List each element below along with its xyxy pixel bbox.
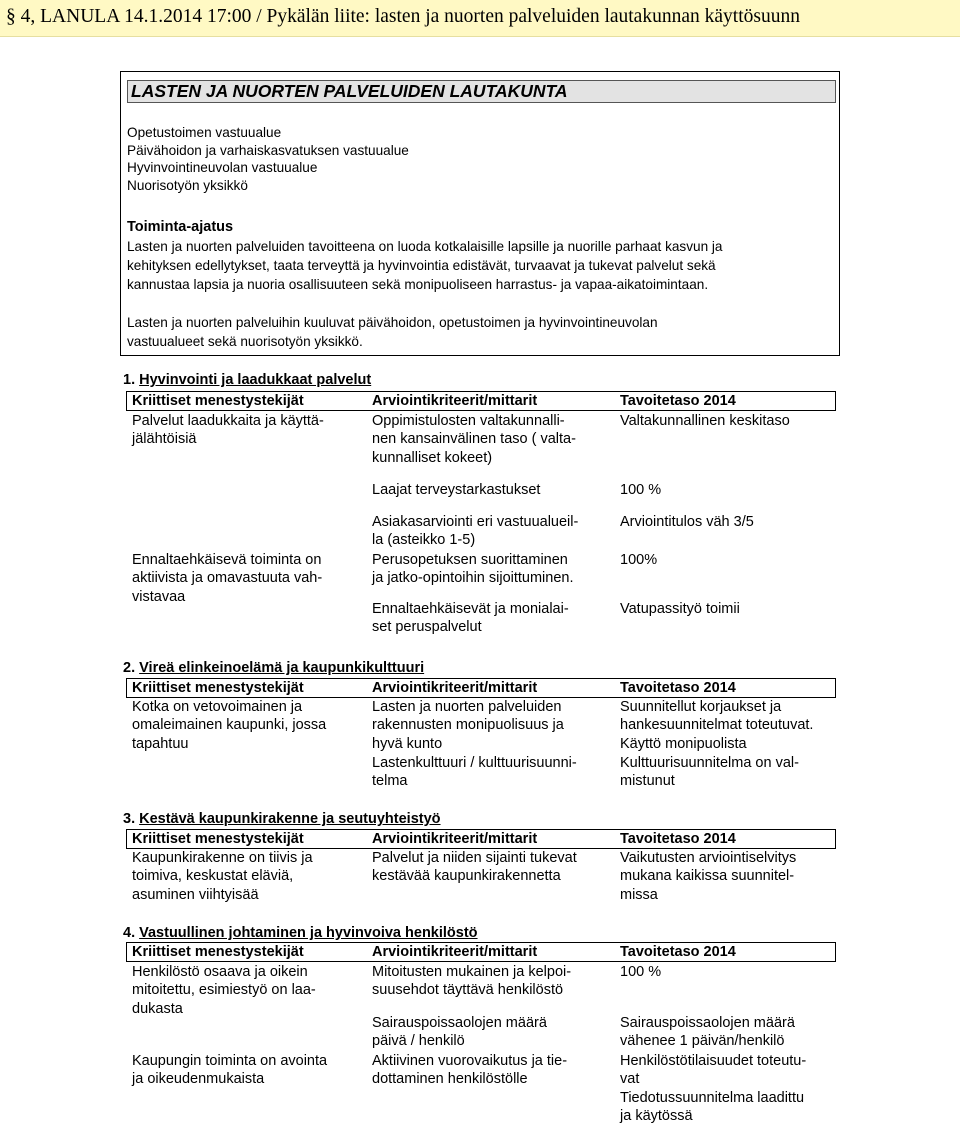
table-cell bbox=[620, 698, 850, 753]
section-heading-3 bbox=[123, 811, 441, 827]
cell-line: Perusopetuksen suorittaminen bbox=[372, 552, 568, 568]
cell-line: 100 % bbox=[620, 964, 662, 980]
cell-line: kunnalliset kokeet) bbox=[372, 449, 493, 466]
column-header-factors: Kriittiset menestystekijät bbox=[132, 393, 304, 409]
cell-line: Ennaltaehkäisevä toiminta on bbox=[132, 552, 322, 568]
section-number: 4. bbox=[123, 925, 136, 941]
unit-item: Hyvinvointineuvolan vastuualue bbox=[127, 160, 318, 175]
cell-line: vat bbox=[620, 1071, 640, 1088]
table-header-row bbox=[126, 391, 836, 411]
table-cell bbox=[372, 1014, 610, 1051]
cell-line: Tiedotussuunnitelma laadittu bbox=[620, 1089, 805, 1106]
mission-heading: Toiminta-ajatus bbox=[127, 219, 234, 235]
column-header-target: Tavoitetaso 2014 bbox=[620, 831, 736, 847]
table-cell bbox=[132, 551, 370, 606]
cell-line: Vatupassityö toimii bbox=[620, 601, 740, 617]
cell-line: Henkilöstötilaisuudet toteutu- bbox=[620, 1053, 807, 1069]
column-header-target: Tavoitetaso 2014 bbox=[620, 393, 736, 409]
table-cell bbox=[620, 551, 850, 569]
section-title: Vastuullinen johtaminen ja hyvinvoiva henkilöstö bbox=[139, 925, 478, 941]
table-cell bbox=[372, 1052, 610, 1089]
table-cell bbox=[372, 963, 610, 1000]
cell-line: vähenee 1 päivän/henkilö bbox=[620, 1033, 785, 1050]
table-cell bbox=[132, 963, 370, 1018]
cell-line: dukasta bbox=[132, 1000, 183, 1017]
cell-line: Käyttö monipuolista bbox=[620, 735, 747, 752]
cell-line: ja käytössä bbox=[620, 1107, 693, 1124]
unit-item: Nuorisotyön yksikkö bbox=[127, 177, 248, 193]
table-cell bbox=[372, 412, 610, 467]
unit-list bbox=[127, 124, 409, 194]
cell-line: Ennaltaehkäisevät ja monialai- bbox=[372, 601, 569, 617]
cell-line: telma bbox=[372, 773, 408, 790]
section-title: Hyvinvointi ja laadukkaat palvelut bbox=[139, 372, 372, 388]
section-title: Vireä elinkeinoelämä ja kaupunkikulttuuri bbox=[139, 660, 425, 676]
cell-line: mistunut bbox=[620, 773, 675, 790]
cell-line: ja oikeudenmukaista bbox=[132, 1071, 265, 1088]
cell-line: dottaminen henkilöstölle bbox=[372, 1071, 528, 1088]
cell-line: Sairauspoissaolojen määrä bbox=[620, 1015, 795, 1031]
column-header-criteria: Arviointikriteerit/mittarit bbox=[372, 944, 538, 960]
column-header-criteria: Arviointikriteerit/mittarit bbox=[372, 831, 538, 847]
table-cell bbox=[132, 1052, 370, 1089]
cell-line: Asiakasarviointi eri vastuualueil- bbox=[372, 514, 579, 530]
table-cell bbox=[620, 849, 850, 904]
cell-line: Lastenkulttuuri / kulttuurisuunni- bbox=[372, 755, 577, 771]
mission-line: Lasten ja nuorten palveluiden tavoitteena on luoda kotkalaisille lapsille ja nuorille parhaat kasvun ja bbox=[127, 239, 723, 254]
column-header-criteria: Arviointikriteerit/mittarit bbox=[372, 680, 538, 696]
table-cell bbox=[620, 1052, 850, 1125]
table-cell bbox=[620, 412, 850, 430]
board-title: LASTEN JA NUORTEN PALVELUIDEN LAUTAKUNTA bbox=[127, 80, 836, 103]
cell-line: hyvä kunto bbox=[372, 735, 443, 752]
cell-line: Mitoitusten mukainen ja kelpoi- bbox=[372, 964, 572, 980]
column-header-factors: Kriittiset menestystekijät bbox=[132, 831, 304, 847]
unit-item: Päivähoidon ja varhaiskasvatuksen vastuualue bbox=[127, 142, 409, 158]
cell-line: rakennusten monipuolisuus ja bbox=[372, 717, 564, 734]
table-cell bbox=[620, 963, 850, 981]
table-cell bbox=[620, 481, 850, 499]
column-header-target: Tavoitetaso 2014 bbox=[620, 944, 736, 960]
table-cell bbox=[372, 513, 610, 550]
table-cell bbox=[620, 754, 850, 791]
scope-line: vastuualueet sekä nuorisotyön yksikkö. bbox=[127, 334, 363, 349]
cell-line: 100% bbox=[620, 552, 658, 568]
cell-line: Sairauspoissaolojen määrä bbox=[372, 1015, 547, 1031]
cell-line: Suunnitellut korjaukset ja bbox=[620, 699, 782, 715]
column-header-target: Tavoitetaso 2014 bbox=[620, 680, 736, 696]
cell-line: Aktiivinen vuorovaikutus ja tie- bbox=[372, 1053, 568, 1069]
document-header: § 4, LANULA 14.1.2014 17:00 / Pykälän liite: lasten ja nuorten palveluiden lautakunnan käyttösuunn bbox=[0, 0, 960, 37]
column-header-criteria: Arviointikriteerit/mittarit bbox=[372, 393, 538, 409]
cell-line: 100 % bbox=[620, 482, 662, 498]
section-title: Kestävä kaupunkirakenne ja seutuyhteistyö bbox=[139, 811, 441, 827]
cell-line: ja jatko-opintoihin sijoittuminen. bbox=[372, 570, 574, 587]
unit-item: Opetustoimen vastuualue bbox=[127, 125, 282, 140]
cell-line: Oppimistulosten valtakunnalli- bbox=[372, 413, 565, 429]
cell-line: Valtakunnallinen keskitaso bbox=[620, 413, 790, 429]
cell-line: Kaupungin toiminta on avointa bbox=[132, 1053, 328, 1069]
table-header-row bbox=[126, 678, 836, 698]
cell-line: Kaupunkirakenne on tiivis ja bbox=[132, 850, 313, 866]
section-heading-4 bbox=[123, 925, 478, 941]
table-cell bbox=[372, 849, 610, 886]
table-cell bbox=[620, 513, 850, 531]
cell-line: mitoitettu, esimiestyö on laa- bbox=[132, 982, 316, 999]
scope-line: Lasten ja nuorten palveluihin kuuluvat päivähoidon, opetustoimen ja hyvinvointineuvolan bbox=[127, 315, 658, 330]
table-cell bbox=[132, 849, 370, 904]
scope-paragraph bbox=[127, 313, 839, 351]
cell-line: missa bbox=[620, 886, 658, 903]
cell-line: jälähtöisiä bbox=[132, 431, 197, 448]
table-cell bbox=[620, 600, 850, 618]
table-header-row bbox=[126, 942, 836, 962]
cell-line: nen kansainvälinen taso ( valta- bbox=[372, 431, 576, 448]
table-cell bbox=[372, 754, 610, 791]
cell-line: asuminen viihtyisää bbox=[132, 886, 259, 903]
section-number: 3. bbox=[123, 811, 136, 827]
table-header-row bbox=[126, 829, 836, 849]
cell-line: Kulttuurisuunnitelma on val- bbox=[620, 755, 799, 771]
cell-line: Palvelut ja niiden sijainti tukevat bbox=[372, 850, 577, 866]
section-heading-2 bbox=[123, 660, 424, 676]
table-cell bbox=[620, 1014, 850, 1051]
cell-line: mukana kaikissa suunnitel- bbox=[620, 868, 795, 885]
column-header-factors: Kriittiset menestystekijät bbox=[132, 680, 304, 696]
cell-line: toimiva, keskustat eläviä, bbox=[132, 868, 294, 885]
mission-paragraph bbox=[127, 237, 839, 294]
cell-line: Laajat terveystarkastukset bbox=[372, 482, 541, 498]
cell-line: Palvelut laadukkaita ja käyttä- bbox=[132, 413, 324, 429]
cell-line: la (asteikko 1-5) bbox=[372, 532, 476, 549]
cell-line: aktiivista ja omavastuuta vah- bbox=[132, 570, 323, 587]
cell-line: Kotka on vetovoimainen ja bbox=[132, 699, 303, 715]
cell-line: omaleimainen kaupunki, jossa bbox=[132, 717, 327, 734]
table-cell bbox=[132, 698, 370, 753]
table-cell bbox=[372, 551, 610, 588]
cell-line: päivä / henkilö bbox=[372, 1033, 465, 1050]
table-cell bbox=[372, 481, 610, 499]
section-number: 1. bbox=[123, 372, 136, 388]
cell-line: vistavaa bbox=[132, 588, 186, 605]
cell-line: kestävää kaupunkirakennetta bbox=[372, 868, 561, 885]
cell-line: set peruspalvelut bbox=[372, 619, 482, 636]
cell-line: Arviointitulos väh 3/5 bbox=[620, 514, 754, 530]
cell-line: tapahtuu bbox=[132, 735, 189, 752]
cell-line: Lasten ja nuorten palveluiden bbox=[372, 699, 562, 715]
cell-line: Henkilöstö osaava ja oikein bbox=[132, 964, 308, 980]
mission-line: kannustaa lapsia ja nuoria osallisuuteen sekä monipuoliseen harrastus- ja vapaa-aikatoimintaan. bbox=[127, 277, 709, 292]
section-heading-1 bbox=[123, 372, 371, 388]
mission-line: kehityksen edellytykset, taata terveyttä ja hyvinvointia edistävät, turvaavat ja tukevat palvelut sekä bbox=[127, 258, 716, 273]
table-cell bbox=[372, 698, 610, 753]
section-number: 2. bbox=[123, 660, 136, 676]
column-header-factors: Kriittiset menestystekijät bbox=[132, 944, 304, 960]
cell-line: hankesuunnitelmat toteutuvat. bbox=[620, 717, 814, 734]
cell-line: Vaikutusten arviointiselvitys bbox=[620, 850, 797, 866]
table-cell bbox=[132, 412, 370, 449]
cell-line: suusehdot täyttävä henkilöstö bbox=[372, 982, 564, 999]
table-cell bbox=[372, 600, 610, 637]
